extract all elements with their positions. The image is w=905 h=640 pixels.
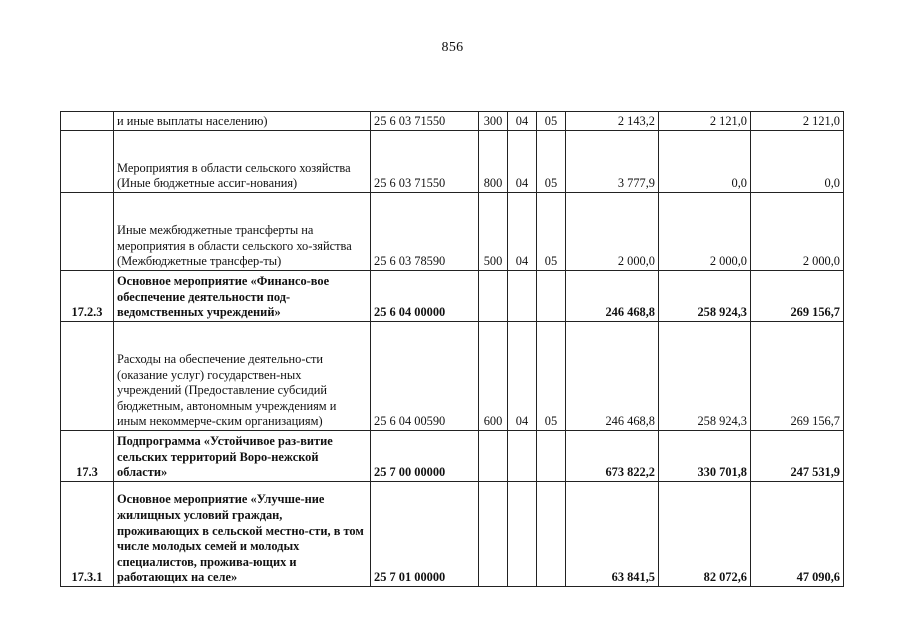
amount-year-2: 258 924,3	[659, 271, 751, 322]
amount-year-3: 269 156,7	[751, 271, 844, 322]
table-row	[61, 112, 844, 131]
amount-year-3: 2 000,0	[751, 193, 844, 271]
amount-year-3: 47 090,6	[751, 482, 844, 587]
target-article-code: 25 7 01 00000	[371, 482, 479, 587]
section-code: 04	[508, 322, 537, 431]
item-number: 17.2.3	[61, 271, 114, 322]
target-article-code: 25 7 00 00000	[371, 431, 479, 482]
table-row	[61, 322, 844, 431]
section-code: 04	[508, 193, 537, 271]
item-number	[61, 322, 114, 431]
expense-type-code: 300	[479, 112, 508, 131]
amount-year-1: 673 822,2	[566, 431, 659, 482]
subsection-code	[537, 271, 566, 322]
amount-year-1: 3 777,9	[566, 131, 659, 193]
subsection-code: 05	[537, 112, 566, 131]
page-number: 856	[441, 40, 464, 55]
item-number: 17.3	[61, 431, 114, 482]
amount-year-1: 2 143,2	[566, 112, 659, 131]
amount-year-3: 0,0	[751, 131, 844, 193]
target-article-code: 25 6 03 71550	[371, 131, 479, 193]
target-article-code: 25 6 03 71550	[371, 112, 479, 131]
expense-type-code	[479, 271, 508, 322]
subsection-code	[537, 482, 566, 587]
expense-type-code: 600	[479, 322, 508, 431]
amount-year-2: 0,0	[659, 131, 751, 193]
amount-year-2: 2 000,0	[659, 193, 751, 271]
section-code	[508, 482, 537, 587]
expense-type-code: 500	[479, 193, 508, 271]
subsection-code: 05	[537, 193, 566, 271]
item-name: Иные межбюджетные трансферты на мероприятия в области сельского хо-зяйства (Межбюджетные трансфер-ты)	[114, 193, 371, 271]
target-article-code: 25 6 04 00590	[371, 322, 479, 431]
amount-year-2: 258 924,3	[659, 322, 751, 431]
amount-year-2: 330 701,8	[659, 431, 751, 482]
amount-year-1: 63 841,5	[566, 482, 659, 587]
amount-year-1: 246 468,8	[566, 322, 659, 431]
amount-year-1: 246 468,8	[566, 271, 659, 322]
section-code: 04	[508, 112, 537, 131]
target-article-code: 25 6 03 78590	[371, 193, 479, 271]
table-row	[61, 482, 844, 587]
amount-year-1: 2 000,0	[566, 193, 659, 271]
item-number: 17.3.1	[61, 482, 114, 587]
section-code	[508, 271, 537, 322]
section-code	[508, 431, 537, 482]
item-name: Основное мероприятие «Финансо-вое обеспечение деятельности под-ведомственных учреждений»	[114, 271, 371, 322]
target-article-code: 25 6 04 00000	[371, 271, 479, 322]
item-name: Мероприятия в области сельского хозяйства (Иные бюджетные ассиг-нования)	[114, 131, 371, 193]
subsection-code	[537, 431, 566, 482]
amount-year-3: 2 121,0	[751, 112, 844, 131]
subsection-code: 05	[537, 131, 566, 193]
amount-year-2: 2 121,0	[659, 112, 751, 131]
table-row	[61, 193, 844, 271]
item-number	[61, 131, 114, 193]
table-row	[61, 271, 844, 322]
item-name: и иные выплаты населению)	[114, 112, 371, 131]
table-row	[61, 431, 844, 482]
item-number	[61, 193, 114, 271]
expense-type-code	[479, 431, 508, 482]
expense-type-code	[479, 482, 508, 587]
section-code: 04	[508, 131, 537, 193]
item-name: Подпрограмма «Устойчивое раз-витие сельских территорий Воро-нежской области»	[114, 431, 371, 482]
item-number	[61, 112, 114, 131]
amount-year-2: 82 072,6	[659, 482, 751, 587]
amount-year-3: 269 156,7	[751, 322, 844, 431]
budget-table	[60, 111, 844, 587]
amount-year-3: 247 531,9	[751, 431, 844, 482]
expense-type-code: 800	[479, 131, 508, 193]
table-row	[61, 131, 844, 193]
item-name: Расходы на обеспечение деятельно-сти (оказание услуг) государствен-ных учреждений (Предоставление субсидий бюджетным, автономным учреждениям и иным некоммерче-ским организациям)	[114, 322, 371, 431]
item-name: Основное мероприятие «Улучше-ние жилищных условий граждан, проживающих в сельской местно-сти, в том числе молодых семей и молодых специалистов, прожива-ющих и работающих на селе»	[114, 482, 371, 587]
subsection-code: 05	[537, 322, 566, 431]
